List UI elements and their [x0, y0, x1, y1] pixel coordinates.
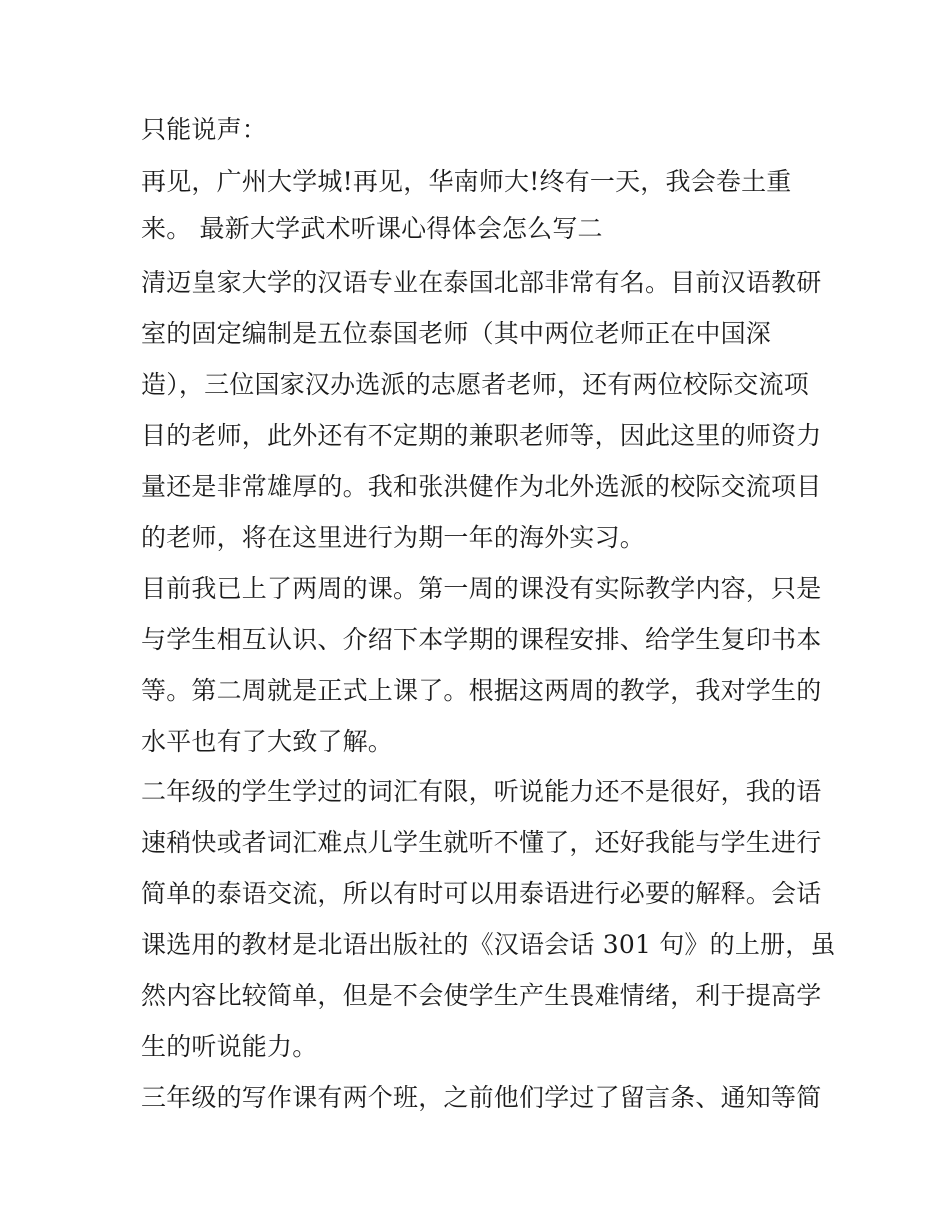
- text-line: 来。 最新大学武术听课心得体会怎么写二: [141, 214, 603, 243]
- text-line: 造），三位国家汉办选派的志愿者老师，还有两位校际交流项: [141, 370, 809, 399]
- text-line: 然内容比较简单，但是不会使学生产生畏难情绪，利于提高学: [141, 981, 822, 1010]
- text-line: 的老师，将在这里进行为期一年的海外实习。: [141, 523, 646, 552]
- text-line: 三年级的写作课有两个班，之前他们学过了留言条、通知等简: [141, 1083, 822, 1112]
- text-line: 二年级的学生学过的词汇有限，听说能力还不是很好，我的语: [141, 777, 822, 806]
- text-line: 室的固定编制是五位泰国老师（其中两位老师正在中国深: [141, 319, 772, 348]
- text-line: 等。第二周就是正式上课了。根据这两周的教学，我对学生的: [141, 676, 822, 705]
- text-line: 水平也有了大致了解。: [141, 727, 394, 756]
- text-line: 目前我已上了两周的课。第一周的课没有实际教学内容，只是: [141, 574, 822, 603]
- text-line: 课选用的教材是北语出版社的《汉语会话 301 句》的上册，虽: [141, 930, 836, 959]
- text-line: 生的听说能力。: [141, 1032, 318, 1061]
- text-line: 简单的泰语交流，所以有时可以用泰语进行必要的解释。会话: [141, 879, 822, 908]
- text-line: 清迈皇家大学的汉语专业在泰国北部非常有名。目前汉语教研: [141, 268, 822, 297]
- text-line: 只能说声：: [141, 115, 268, 144]
- text-line: 与学生相互认识、介绍下本学期的课程安排、给学生复印书本: [141, 625, 822, 654]
- text-line: 量还是非常雄厚的。我和张洪健作为北外选派的校际交流项目: [141, 472, 822, 501]
- text-line: 目的老师，此外还有不定期的兼职老师等，因此这里的师资力: [141, 421, 822, 450]
- text-line: 再见，广州大学城!再见，华南师大!终有一天，我会卷土重: [141, 167, 792, 196]
- text-line: 速稍快或者词汇难点儿学生就听不懂了，还好我能与学生进行: [141, 828, 822, 857]
